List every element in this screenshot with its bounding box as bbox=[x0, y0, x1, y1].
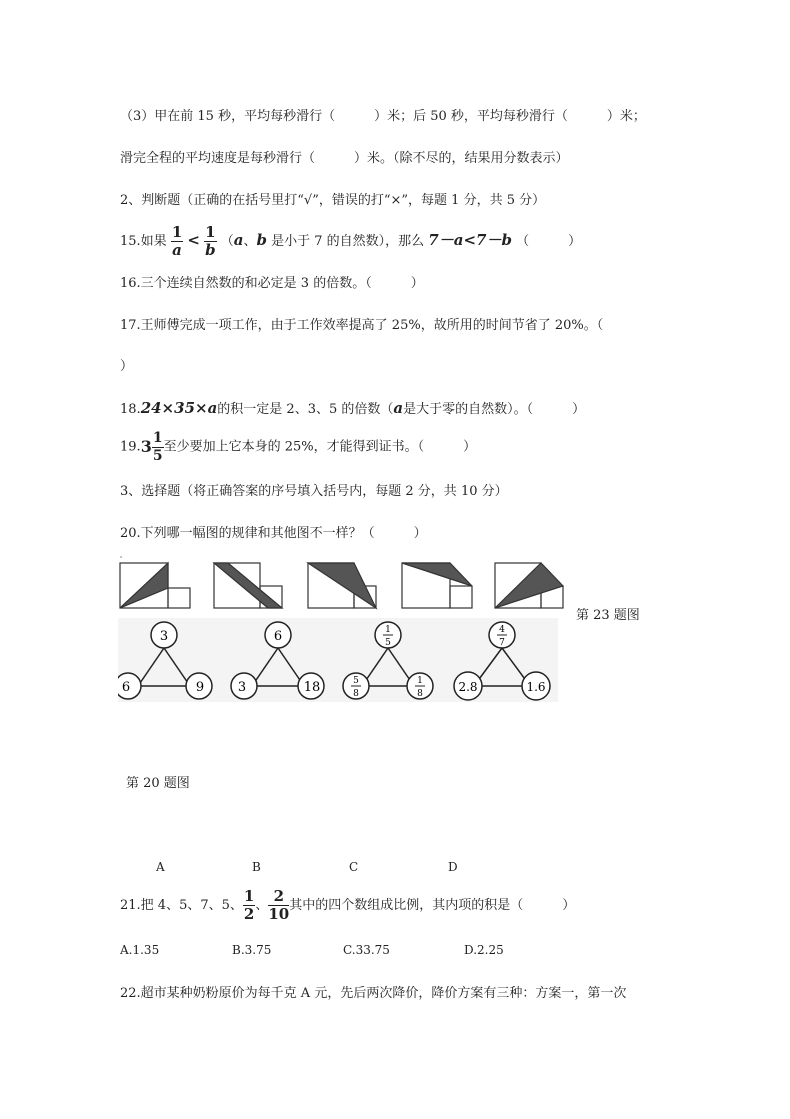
section2-heading: 2、判断题（正确的在括号里打“√”，错误的打“×”，每题 1 分，共 5 分） bbox=[120, 193, 546, 208]
t3-right-den: 8 bbox=[417, 689, 423, 699]
shape-d bbox=[402, 563, 472, 608]
shaded-shapes-figure bbox=[118, 555, 568, 613]
q21: 21.把 4、5、7、5、 $\frac{1}{2}$ 、 $\frac{2}{10}$ 其中的四个数组成比例，其内项的积是（ ） bbox=[120, 887, 576, 923]
t1-top: 3 bbox=[159, 629, 169, 644]
shape-a bbox=[120, 563, 190, 608]
q21-choice-a: A.1.35 bbox=[120, 943, 160, 957]
section3-heading: 3、选择题（将正确答案的序号填入括号内，每题 2 分，共 10 分） bbox=[120, 484, 508, 499]
q17-line1: 17.王师傅完成一项工作，由于工作效率提高了 25%，故所用的时间节省了 20%。（ bbox=[120, 318, 604, 333]
q15: 15.如果 $\frac{1}{a}$ < $\frac{1}{b}$ （a、b 是小于 7 的自然数），那么 7－a<7－b （ ） bbox=[120, 223, 582, 259]
q18-expression: 24×35×a bbox=[140, 399, 218, 417]
t2-top: 6 bbox=[273, 629, 283, 644]
t3-left-den: 8 bbox=[353, 689, 359, 699]
t4-right: 1.6 bbox=[526, 680, 546, 694]
q19-mixed-number: 3 bbox=[140, 437, 152, 456]
triangle-numbers-figure bbox=[118, 618, 558, 702]
q15-fraction-2: $\frac{1}{b}$ bbox=[205, 223, 216, 259]
shape-b bbox=[214, 563, 282, 608]
shape-e bbox=[495, 563, 563, 608]
option-d-label: D bbox=[448, 860, 458, 874]
q15-num: 15.如果 bbox=[120, 234, 167, 249]
t2-right: 18 bbox=[303, 680, 321, 695]
q3-line2: 滑完全程的平均速度是每秒滑行（ ）米。（除不尽的，结果用分数表示） bbox=[120, 151, 569, 166]
t4-top-num: 4 bbox=[499, 625, 505, 635]
t2-left: 3 bbox=[237, 680, 247, 695]
t3-top-num: 1 bbox=[385, 625, 391, 635]
q20: 20.下列哪一幅图的规律和其他图不一样？（ ） bbox=[120, 526, 427, 541]
t1-left: 6 bbox=[121, 680, 131, 695]
t4-left: 2.8 bbox=[458, 680, 478, 694]
q15-expression: 7－a<7－b bbox=[428, 231, 512, 249]
q15-less-than: < bbox=[187, 231, 200, 249]
q21-choice-c: C.33.75 bbox=[343, 943, 390, 957]
q3-line1: （3）甲在前 15 秒，平均每秒滑行（ ）米；后 50 秒，平均每秒滑行（ ）米； bbox=[120, 109, 646, 124]
q21-choice-b: B.3.75 bbox=[232, 943, 272, 957]
q16: 16.三个连续自然数的和必定是 3 的倍数。（ ） bbox=[120, 276, 424, 291]
option-a-label: A bbox=[156, 860, 165, 874]
shape-c bbox=[308, 563, 376, 608]
q19: 19.3 $\frac{1}{5}$ 至少要加上它本身的 25%，才能得到证书。（ ） bbox=[120, 428, 476, 467]
q18: 18.24×35×a的积一定是 2、3、5 的倍数（a是大于零的自然数）。（ ） bbox=[120, 399, 586, 417]
t3-left-num: 5 bbox=[353, 676, 359, 686]
t4-top-den: 7 bbox=[499, 638, 505, 648]
option-b-label: B bbox=[252, 860, 261, 874]
q15-fraction-1: $\frac{1}{a}$ bbox=[171, 223, 183, 259]
fig20-caption: 第 20 题图 bbox=[126, 776, 190, 791]
option-c-label: C bbox=[349, 860, 359, 874]
t3-right-num: 1 bbox=[417, 676, 423, 686]
q17-line2: ） bbox=[120, 359, 134, 374]
q21-choice-d: D.2.25 bbox=[464, 943, 504, 957]
q15-answer-bracket: （ ） bbox=[516, 234, 582, 249]
t3-top-den: 5 bbox=[385, 638, 391, 648]
q15-condition: 是小于 7 的自然数），那么 bbox=[271, 234, 425, 249]
fig23-caption: 第 23 题图 bbox=[576, 608, 640, 623]
t1-right: 9 bbox=[195, 680, 205, 695]
q22: 22.超市某种奶粉原价为每千克 A 元，先后两次降价，降价方案有三种：方案一，第一次 bbox=[120, 986, 627, 1001]
